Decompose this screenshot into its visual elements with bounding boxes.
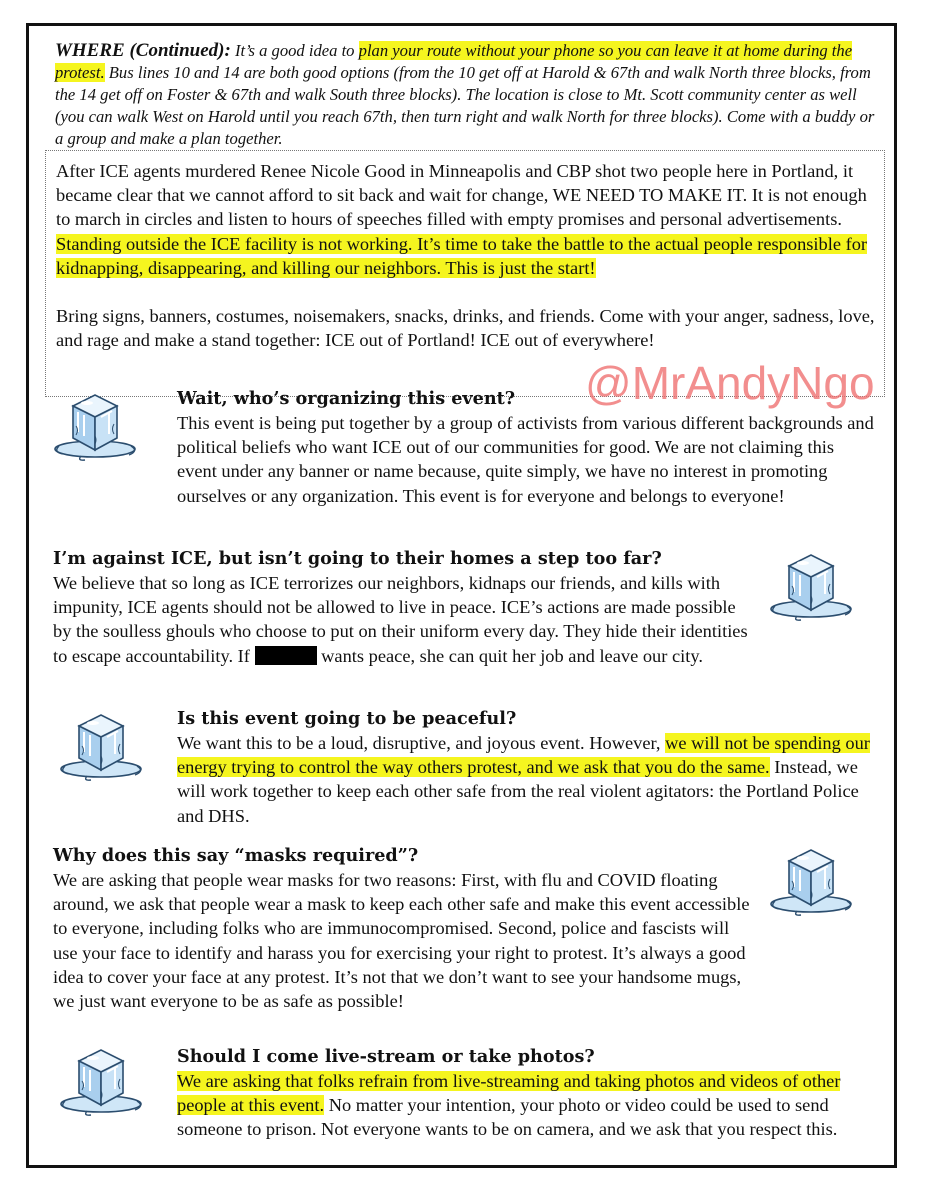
statement-paragraph-1 [56,159,876,280]
melting-ice-cube-icon [767,546,855,621]
faq-peaceful [177,706,877,828]
faq-answer-highlight: We are asking that folks refrain from live-streaming and taking photos and videos of other people at this event. [177,1071,841,1116]
melting-ice-cube-icon [767,841,855,916]
faq-answer-part-1: We want this to be a loud, disruptive, and joyous event. However, [177,733,666,753]
faq-question: Why does this say “masks required”? [53,845,419,866]
melting-ice-cube-icon [51,386,139,461]
faq-question: Wait, who’s organizing this event? [177,388,516,409]
melting-ice-cube-icon [57,1041,145,1116]
faq-answer: This event is being put together by a group of activists from various different backgrounds and political beliefs who want ICE out of our communities for good. We are not claiming this event under any banner or name because, quite simply, we have no interest in promoting ourselves or any organization. This event is for everyone and belongs to everyone! [177,413,874,506]
statement-paragraph-2: Bring signs, banners, costumes, noisemakers, snacks, drinks, and friends. Come with your anger, sadness, love, and rage and make a stand together: ICE out of Portland! ICE out of everywhere! [56,306,875,351]
where-text-1: It’s a good idea to [230,41,359,60]
redaction-bar [255,646,317,665]
statement-highlight: Standing outside the ICE facility is not working. It’s time to take the battle to the actual people responsible for kidnapping, disappearing, and killing our neighbors. This is just the start! [56,233,868,278]
faq-answer-highlight: we will not be spending our energy trying to control the way others protest, and we ask that you do the same. [177,733,870,778]
faq-answer [53,571,753,668]
where-heading: WHERE (Continued): [55,40,231,61]
statement-text: After ICE agents murdered Renee Nicole Good in Minneapolis and CBP shot two people here in Portland, it became clear that we cannot afford to sit back and wait for change, WE NEED TO MAKE IT. It is not enough to march in circles and listen to hours of speeches filled with empty promises and personal advertisements. [56,161,867,230]
faq-question: Should I come live-stream or take photos? [177,1046,595,1067]
watermark-text: @MrAndyNgo [585,357,875,409]
where-highlight: plan your route without your phone so you can leave it at home during the protest. [55,41,853,82]
faq-answer-part-2: Instead, we will work together to keep each other safe from the real violent agitators: the Portland Police and DHS. [177,757,859,826]
faq-answer-part-1: We believe that so long as ICE terrorizes our neighbors, kidnaps our friends, and kills with impunity, ICE agents should not be allowed to live in peace. ICE’s actions are made possible by the soulless ghouls who choose to put on their uniform every day. They hide their identities to escape accountability. If [53,573,748,666]
faq-answer [177,731,877,828]
faq-homes [53,546,753,668]
faq-answer-part-1: No matter your intention, your photo or video could be used to send someone to prison. Not everyone wants to be on camera, and we ask that you respect this. [177,1095,838,1140]
where-continued [55,40,885,150]
melting-ice-cube-icon [57,706,145,781]
where-text-2: Bus lines 10 and 14 are both good options (from the 10 get off at Harold & 67th and walk North three blocks, from the 14 get off on Foster & 67th and walk South three blocks). The location is close to Mt. Scott community center as well (you can walk West on Harold until you reach 67th, then turn right and walk North for three blocks). Come with a buddy or a group and make a plan together. [55,63,875,148]
faq-question: Is this event going to be peaceful? [177,708,517,729]
faq-livestream [177,1044,877,1142]
faq-answer-part-2: wants peace, she can quit her job and leave our city. [316,645,703,666]
faq-answer: We are asking that people wear masks for two reasons: First, with flu and COVID floating around, we ask that people wear a mask to keep each other safe and make this event accessible to everyone, including folks who are immunocompromised. Second, police and fascists will use your face to identify and harass you for exercising your right to protest. It’s always a good idea to cover your face at any protest. It’s not that we don’t want to see your handsome mugs, we just want everyone to be as safe as possible! [53,870,750,1012]
faq-question: I’m against ICE, but isn’t going to their homes a step too far? [53,548,662,569]
faq-answer [177,1069,877,1142]
flyer-page [26,23,897,1168]
faq-masks [53,843,753,1013]
